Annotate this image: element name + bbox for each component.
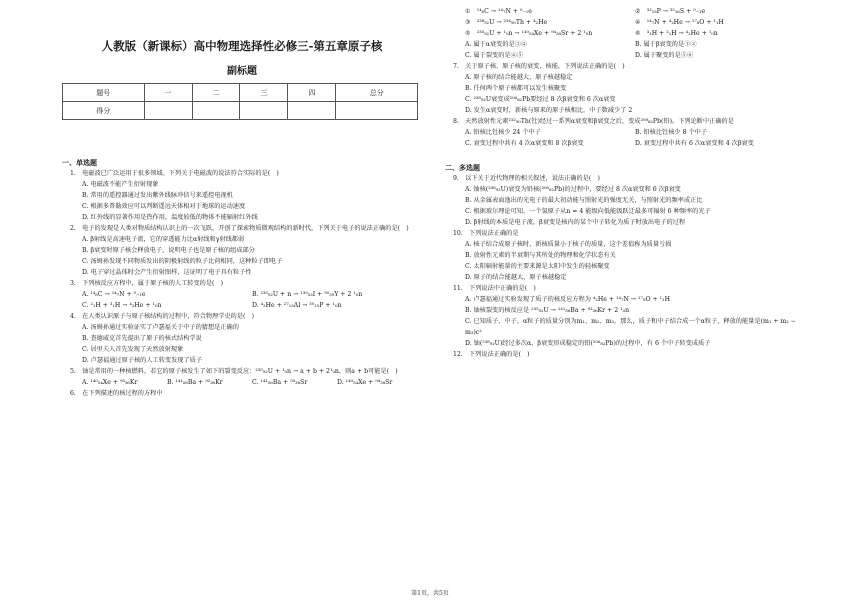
question-7: 7. 关于原子核、原子核的衰变、核能，下列说法正确的是( ) [453,63,625,70]
option-4d: D. 卢瑟福通过原子核的人工转变发现了质子 [82,357,203,364]
option-10d: D. 原子的结合能越大，原子核越稳定 [465,274,567,281]
option-6b: B. 属于β衰变的是①② [635,41,697,48]
section-heading-single-choice: 一、单选题 [62,158,97,167]
section-heading-multiple-choice: 二、多选题 [445,163,480,172]
score-row-label: 得分 [63,102,145,120]
score-cell [192,102,240,120]
question-4: 4. 在人类认识原子与原子核结构的过程中，符合物理学史的是( ) [70,313,254,320]
option-11d: D. 铀(²³⁸₉₂U)经过多次α、β衰变形成稳定的铅(²⁰⁶₈₂Pb)的过程中，有 6 个中子转变成质子 [465,340,711,347]
option-6d: D. 属于聚变的是⑤⑥ [635,52,694,59]
option-10c: C. 太阳辐射能量的主要来源是太阳中发生的轻核聚变 [465,263,610,270]
option-4b: B. 查德威克首先提出了原子的核式结构学说 [82,335,202,342]
right-column [445,6,805,360]
option-row-6ab [465,39,805,50]
option-11c: C. 已知质子、中子、α粒子的质量分别为m₁、m₂、m₃，那么，质子和中子结合成一个α粒子，释放的能量是(m₁ + m₂ − m₃)c² [465,318,796,336]
score-table [62,83,418,120]
option-8b: B. 铅核比钍核少 8 个中子 [635,129,708,136]
question-2: 2. 电子的发现是人类对物质结构认识上的一次飞跃，开创了探索物质微观结构的新时代，下列关于电子的说法正确的是( ) [70,225,409,232]
option-8d: D. 衰变过程中共有 6 次α衰变和 4 次β衰变 [635,140,754,147]
score-cell [240,102,288,120]
option-1b: B. 常用的遥控器通过发出紫外线脉冲信号来遥控电视机 [82,192,233,199]
score-header-cell: 四 [288,84,336,102]
reaction-1: ① ¹⁴₆C → ¹⁴₇N + ⁰₋₁e [465,8,532,15]
score-cell [144,102,192,120]
option-8c: C. 衰变过程中共有 4 次α衰变和 8 次β衰变 [465,140,584,147]
option-6a: A. 属于α衰变的是③④ [465,41,528,48]
option-row-8ab [465,127,805,138]
option-1d: D. 红外线的显著作用是热作用，温度较低的物体不能辐射红外线 [82,214,258,221]
option-6c: C. 属于裂变的是④⑤ [465,52,523,59]
option-9d: D. β射线的本质是电子流，β衰变是核内的某个中子转化为质子时放出电子的过程 [465,219,686,226]
page-title: 人教版（新课标）高中物理选择性必修三-第五章原子核 [101,39,383,53]
page-subtitle: 副标题 [227,66,257,77]
reaction-row-3 [465,28,805,39]
option-row-3cd [82,300,422,311]
option-2c: C. 汤姆孙发现不同物质发出的阴极射线的粒子比荷相同，这种粒子即电子 [82,258,283,265]
option-9a: A. 铀核(²³⁸₉₂U)衰变为铅核(²⁰⁶₈₂Pb)的过程中，要经过 8 次α衰变和 6 次β衰变 [465,186,681,193]
option-10a: A. 核子结合成原子核时，新核质量小于核子的质量，这个差值称为质量亏损 [465,241,672,248]
question-11: 11. 下列说法中正确的是( ) [453,285,536,292]
option-2a: A. β射线是高速电子流，它的穿透能力比α射线和γ射线都弱 [82,236,245,243]
score-header-cell: 总分 [336,84,418,102]
option-row-8cd [465,138,805,149]
option-row-3ab [82,289,422,300]
option-row-6cd [465,50,805,61]
question-9: 9. 以下关于近代物理的相关叙述，说法正确的是( ) [453,175,600,182]
question-1: 1. 电磁波已广泛运用于很多领域。下列关于电磁波的说法符合实际的是( ) [70,170,279,177]
score-cell [336,102,418,120]
option-2b: B. β衰变时原子核会释放电子，说明电子也是原子核的组成部分 [82,247,255,254]
option-7a: A. 原子核的结合能越大，原子核越稳定 [465,74,573,81]
score-header-cell: 一 [144,84,192,102]
option-3b: B. ²³⁵₉₂U + n → ¹³⁹₅₃I + ⁹⁵₃₉Y + 2 ¹₀n [252,291,363,298]
option-7d: D. 发生α衰变时，新核与原来的原子核相比，中子数减少了 2 [465,107,633,114]
option-4c: C. 居里夫人首先发现了天然放射现象 [82,346,184,353]
reaction-2: ② ³²₁₅P → ³²₁₆S + ⁰₋₁e [635,8,706,15]
reaction-row-2 [465,17,805,28]
option-9c: C. 根据玻尔理论可知，一个氢原子从n = 4 能级向低能级跃迁最多可辐射 6 种频率的光子 [465,208,711,215]
option-1a: A. 电磁波不能产生衍射现象 [82,181,159,188]
option-7c: C. ²³⁸₉₂U衰变成²⁰⁶₈₂Pb要经过 8 次β衰变和 6 次α衰变 [465,96,616,103]
reaction-6: ⑥ ³₁H + ²₁H → ⁴₂He + ¹₀n [635,30,718,37]
left-column [62,0,422,399]
option-3a: A. ¹⁴₆C → ¹⁴₇N + ⁰₋₁e [82,291,146,298]
page-footer: 第1页，共5页 [411,590,449,597]
option-11a: A. 卢瑟福通过实验发现了质子的核反应方程为 ⁴₂He + ¹⁴₇N → ¹⁷₈O + ¹₁H [465,296,671,303]
reaction-4: ④ ¹⁴₇N + ⁴₂He → ¹⁷₈O + ¹₁H [635,19,724,26]
option-11b: B. 铀核裂变的核反应是 ²³⁵₉₂U → ¹⁴¹₅₆Ba + ⁹²₃₆Kr + 2 ¹₀n [465,307,630,314]
option-4a: A. 汤姆孙通过实验证实了卢瑟福关于中子的猜想是正确的 [82,324,239,331]
reaction-5: ⑤ ²³⁵₉₂U + ¹₀n → ¹⁴⁰₅₄Xe + ⁹⁴₃₈Sr + 2 ¹₀n [465,30,593,37]
question-5: 5. 铀是常用的一种核燃料，若它的原子核发生了如下的裂变反应：²³⁵₉₂U + ¹₀n → a + b + 2¹₀n，则a + b可能是( ) [70,368,398,375]
question-10: 10. 下列说法正确的是 [453,230,519,237]
score-header-cell: 三 [240,84,288,102]
score-table-score-row [63,102,418,120]
option-3c: C. ²₁H + ³₁H → ⁴₂He + ¹₀n [82,302,162,309]
score-cell [288,102,336,120]
option-7b: B. 任何两个原子核都可以发生核聚变 [465,85,567,92]
score-header-cell: 题号 [63,84,145,102]
question-8: 8. 天然放射性元素²³²₉₀Th(钍)经过一系列α衰变和β衰变之后，变成²⁰⁸₈₂Pb(铅)。下列论断中正确的是 [453,118,734,125]
option-8a: A. 铅核比钍核少 24 个中子 [465,129,541,136]
option-10b: B. 放射性元素的半衰期与其所处的物理和化学状态有关 [465,252,616,259]
question-6: 6. 在下列描述的核过程的方程中 [70,390,163,397]
reaction-row-1 [465,6,805,17]
score-header-cell: 二 [192,84,240,102]
option-5d: D. ¹⁴⁰₅₄Xe + ⁹⁴₃₈Sr [337,379,393,386]
option-5b: B. ¹⁴¹₅₆Ba + ⁹²₃₆Kr [167,379,223,386]
option-3d: D. ⁴₂He + ²⁷₁₃Al → ³⁰₁₅P + ¹₀n [252,302,342,309]
option-9b: B. 从金属表面逸出的光电子的最大初动能与照射光的强度无关，与照射光的频率成正比 [465,197,703,204]
option-2d: D. 电子穿过晶体时会产生衍射图样，这证明了电子具有粒子性 [82,269,252,276]
option-5c: C. ¹⁴¹₅₆Ba + ⁹³₃₈Sr [252,379,308,386]
question-3: 3. 下列核反应方程中，属于原子核的人工转变的是( ) [70,280,224,287]
reaction-3: ③ ²³⁸₉₂U → ²³⁴₉₀Th + ⁴₂He [465,19,548,26]
option-row-5 [82,377,422,388]
option-1c: C. 根据多普勒效应可以判断遥远天体相对于地球的运动速度 [82,203,246,210]
question-12: 12. 下列说法正确的是( ) [453,351,530,358]
score-table-header-row [63,84,418,102]
option-5a: A. ¹⁴⁰₅₄Xe + ⁹³₃₆Kr [82,379,138,386]
